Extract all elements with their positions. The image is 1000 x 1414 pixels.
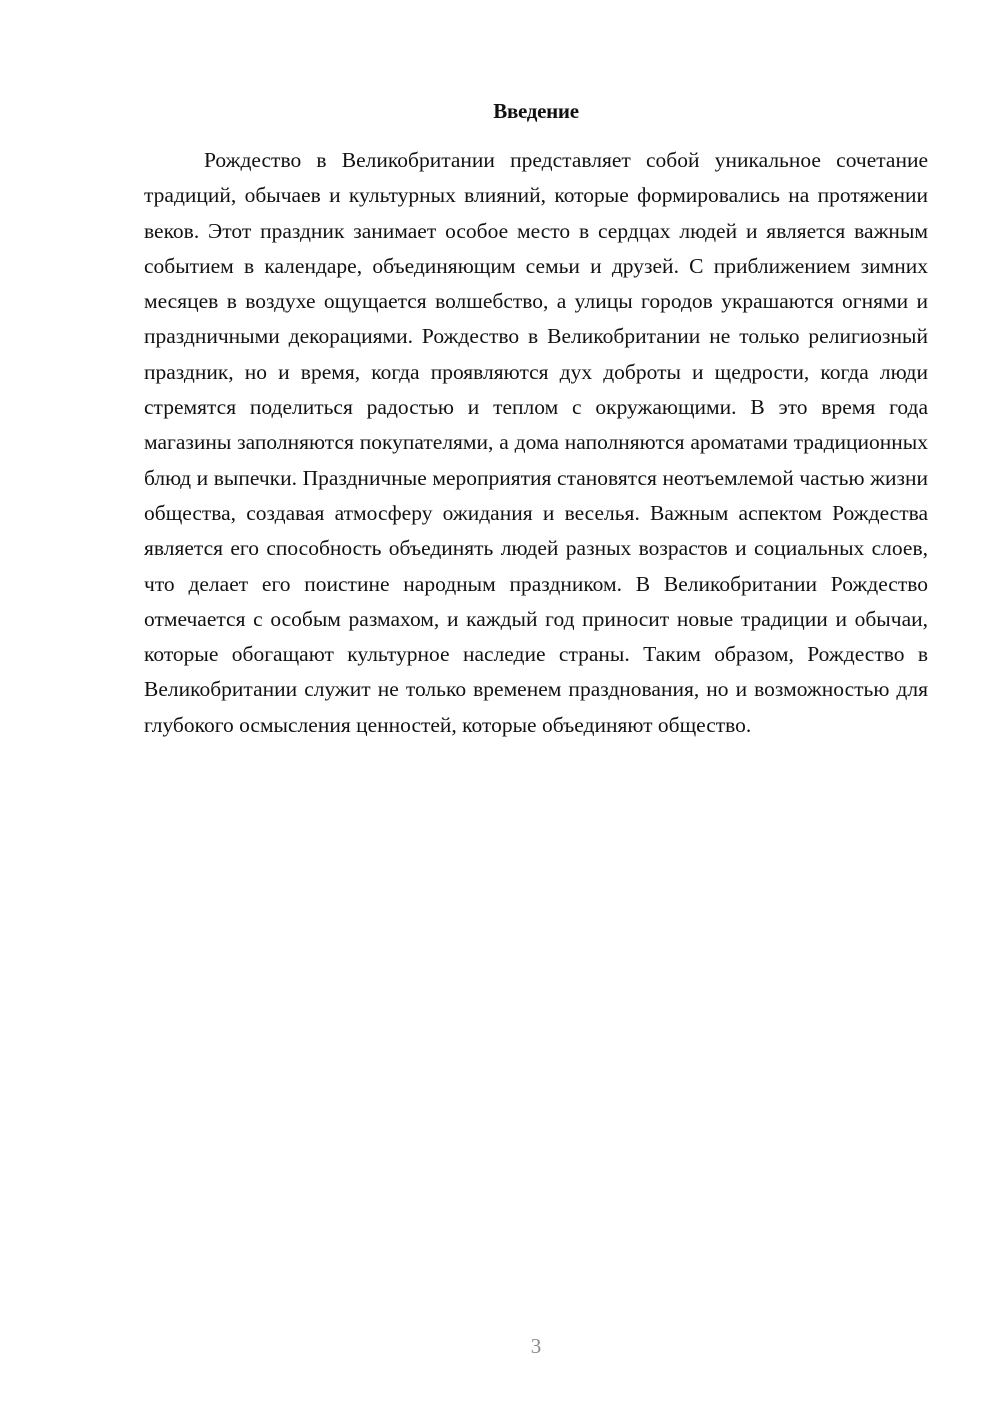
body-paragraph: Рождество в Великобритании представляет собой уникальное сочетание традиций, обычаев и культурных влияний, которые формировались на протяжении веков. Этот праздник занимает особое место в сердцах людей и является важным событием в календаре, объединяющим семьи и друзей. С приближением зимних месяцев в воздухе ощущается волшебство, а улицы городов украшаются огнями и праздничными декорациями. Рождество в Великобритании не только религиозный праздник, но и время, когда проявляются дух доброты и щедрости, когда люди стремятся поделиться радостью и теплом с окружающими. В это время года магазины заполняются покупателями, а дома наполняются ароматами традиционных блюд и выпечки. Праздничные мероприятия становятся неотъемлемой частью жизни общества, создавая атмосферу ожидания и веселья. Важным аспектом Рождества является его способность объединять людей разных возрастов и социальных слоев, что делает его поистине народным праздником. В Великобритании Рождество отмечается с особым размахом, и каждый год приносит новые традиции и обычаи, которые обогащают культурное наследие страны. Таким образом, Рождество в Великобритании служит не только временем празднования, но и возможностью для глубокого осмысления ценностей, которые объединяют общество. — [144, 148, 928, 737]
page-number: 3 — [530, 1334, 542, 1358]
section-heading: Введение — [493, 99, 579, 123]
